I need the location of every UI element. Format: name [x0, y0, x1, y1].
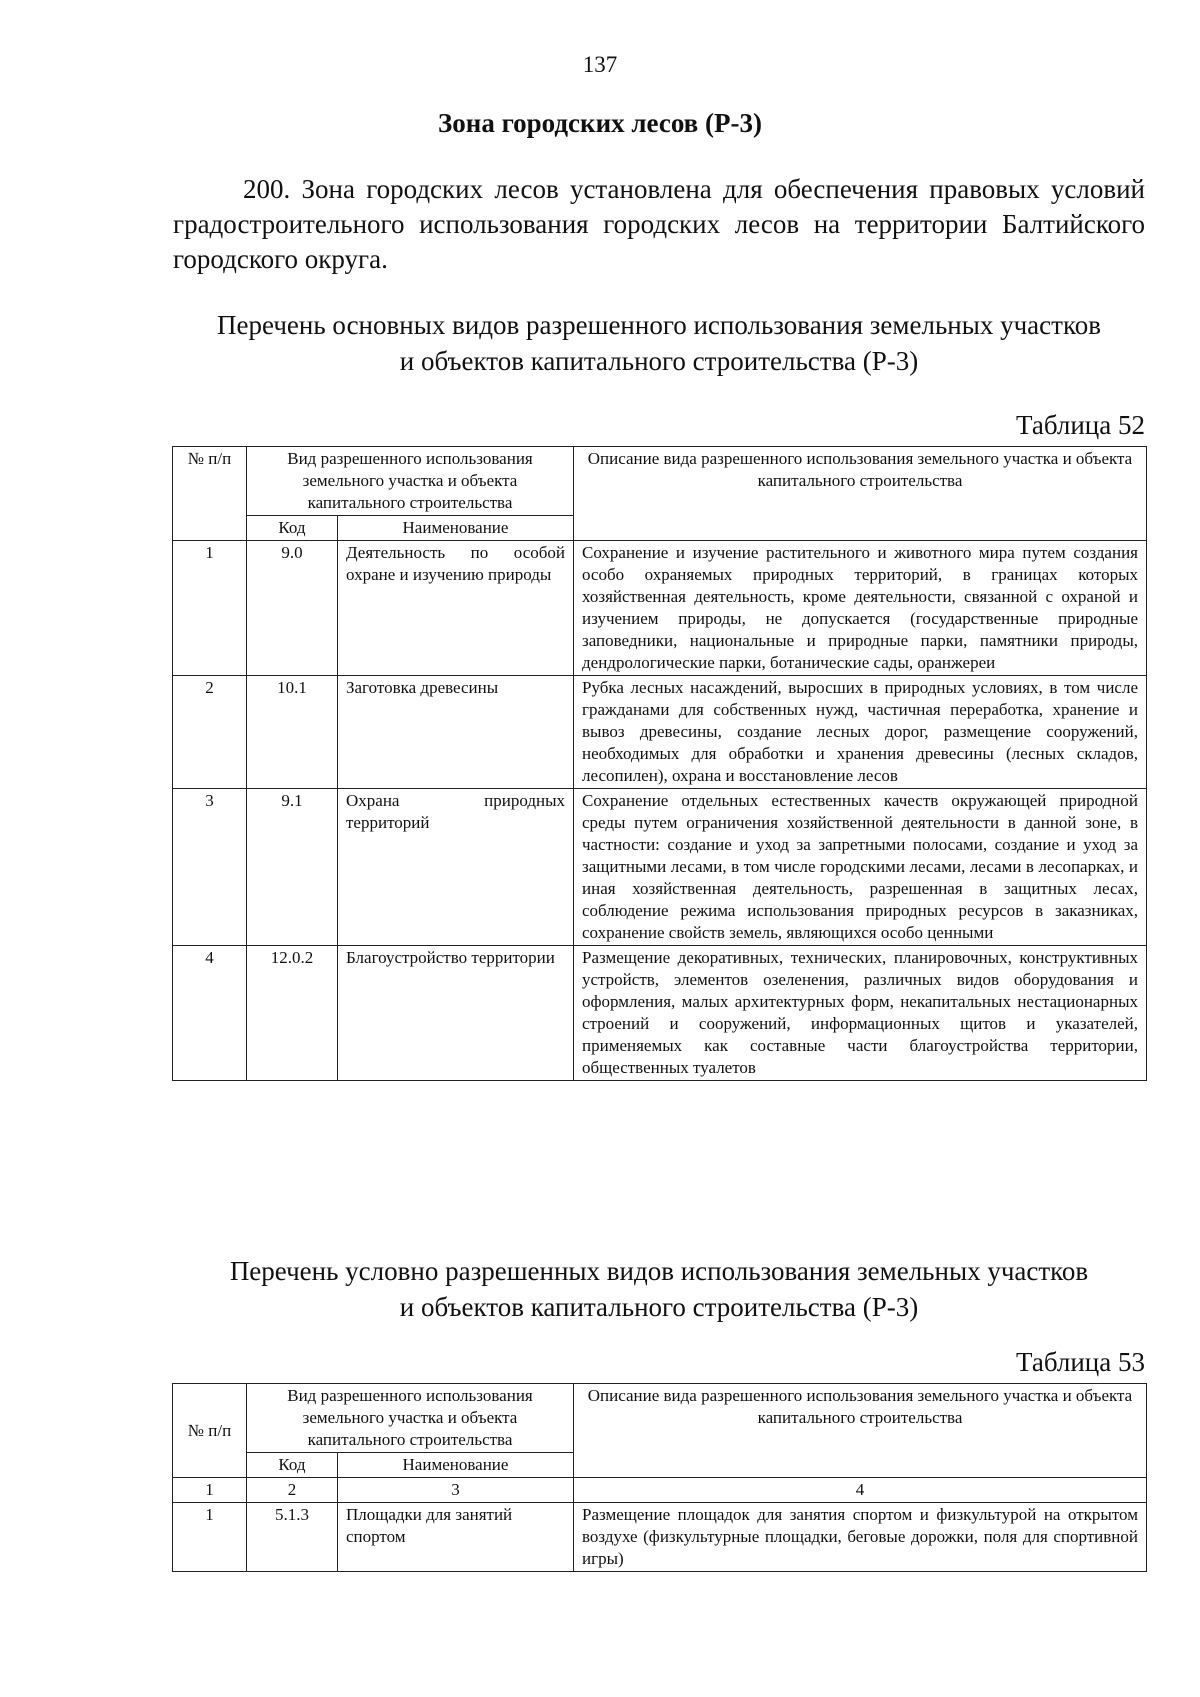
column-number: 1 [173, 1478, 247, 1503]
table53-caption: Таблица 53 [1016, 1347, 1145, 1377]
row-num: 4 [173, 946, 247, 1081]
table52-caption: Таблица 52 [1016, 410, 1145, 440]
row-code: 9.1 [247, 789, 338, 946]
column-number: 3 [338, 1478, 574, 1503]
intro-number: 200. [243, 174, 291, 204]
row-description: Сохранение и изучение растительного и животного мира путем создания особо охраняемых природных территорий, в границах которых хозяйственная деятельность, кроме деятельности, связанной с охраной и изучением природы, не допускается (государственные природные заповедники, национальные и природные парки, памятники природы, дендрологические парки, ботанические сады, оранжереи [574, 541, 1147, 676]
section2-heading [173, 1253, 1145, 1325]
section1-heading-line1: Перечень основных видов разрешенного использования земельных участков [217, 310, 1101, 340]
row-code: 5.1.3 [247, 1503, 338, 1572]
table52-header-row [173, 447, 1147, 516]
table52-header-kind: Вид разрешенного использования земельного участка и объекта капитального строительства [247, 447, 574, 516]
row-name: Заготовка древесины [338, 676, 574, 789]
row-num: 1 [173, 541, 247, 676]
table52-header-num: № п/п [173, 447, 247, 541]
table53-header-kind: Вид разрешенного использования земельного участка и объекта капитального строительства [247, 1384, 574, 1453]
table-row [173, 789, 1147, 946]
row-description: Рубка лесных насаждений, выросших в природных условиях, в том числе гражданами для собственных нужд, частичная переработка, хранение и вывоз древесины, создание лесных дорог, размещение сооружений, необходимых для обработки и хранения древесины (лесных складов, лесопилен), охрана и восстановление лесов [574, 676, 1147, 789]
column-number: 2 [247, 1478, 338, 1503]
column-number: 4 [574, 1478, 1147, 1503]
row-num: 2 [173, 676, 247, 789]
table53-column-numbers-row [173, 1478, 1147, 1503]
section1-heading [173, 307, 1145, 379]
table53-header-description: Описание вида разрешенного использования земельного участка и объекта капитального строительства [574, 1384, 1147, 1478]
table-row [173, 946, 1147, 1081]
table-53 [172, 1383, 1147, 1572]
row-code: 12.0.2 [247, 946, 338, 1081]
row-name: Деятельность по особой охране и изучению природы [338, 541, 574, 676]
intro-paragraph [173, 172, 1145, 277]
row-description: Сохранение отдельных естественных качеств окружающей природной среды путем ограничения хозяйственной деятельности в данной зоне, в частности: создание и уход за запретными полосами, создание и уход за защитными лесами, в том числе городскими лесами, лесами в лесопарках, и иная хозяйственная деятельность, разрешенная в защитных лесах, соблюдение режима использования природных ресурсов в заказниках, сохранение свойств земель, являющихся особо ценными [574, 789, 1147, 946]
section1-heading-line2: и объектов капитального строительства (Р-3) [399, 346, 919, 376]
table52-header-name: Наименование [338, 516, 574, 541]
row-code: 9.0 [247, 541, 338, 676]
row-name: Охрана природных территорий [338, 789, 574, 946]
row-num: 1 [173, 1503, 247, 1572]
table-row [173, 1503, 1147, 1572]
table53-header-code: Код [247, 1453, 338, 1478]
row-description: Размещение декоративных, технических, планировочных, конструктивных устройств, элементов озеленения, различных видов оборудования и оформления, малых архитектурных форм, некапитальных нестационарных строений и сооружений, информационных щитов и указателей, применяемых как составные части благоустройства территории, общественных туалетов [574, 946, 1147, 1081]
row-name: Площадки для занятий спортом [338, 1503, 574, 1572]
zone-title: Зона городских лесов (Р-3) [438, 108, 762, 138]
row-code: 10.1 [247, 676, 338, 789]
table-52 [172, 446, 1147, 1081]
table53-header-name: Наименование [338, 1453, 574, 1478]
table-row [173, 676, 1147, 789]
intro-text: Зона городских лесов установлена для обеспечения правовых условий градостроительного использования городских лесов на территории Балтийского городского округа. [173, 174, 1146, 274]
row-name: Благоустройство территории [338, 946, 574, 1081]
row-description: Размещение площадок для занятия спортом и физкультурой на открытом воздухе (физкультурные площадки, беговые дорожки, поля для спортивной игры) [574, 1503, 1147, 1572]
table53-header-row [173, 1384, 1147, 1453]
section2-heading-line1: Перечень условно разрешенных видов использования земельных участков [229, 1256, 1089, 1286]
row-num: 3 [173, 789, 247, 946]
table-row [173, 541, 1147, 676]
table52-header-description: Описание вида разрешенного использования земельного участка и объекта капитального строительства [574, 447, 1147, 541]
section2-heading-line2: и объектов капитального строительства (Р-3) [399, 1292, 919, 1322]
table53-header-num: № п/п [173, 1384, 247, 1478]
table52-header-code: Код [247, 516, 338, 541]
page-number: 137 [582, 52, 618, 77]
